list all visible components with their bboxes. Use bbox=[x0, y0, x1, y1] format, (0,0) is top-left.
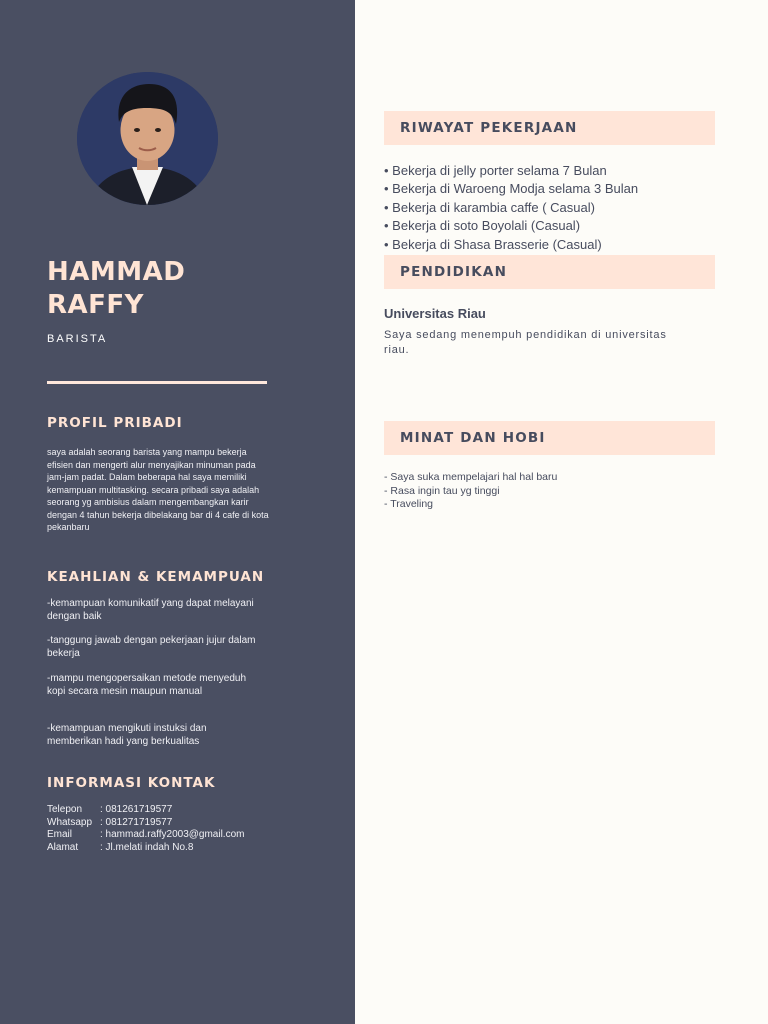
skill-item: -kemampuan komunikatif yang dapat melayani dengan baik bbox=[47, 598, 254, 622]
profil-text: saya adalah seorang barista yang mampu bekerja efisien dan mengerti alur menyajikan minuman pada jam-jam padat. Dalam beberapa hal saya memiliki kemampuan multitasking. secara pribadi saya adalah seorang yg ambisius dalam mengembangkan karir dengan 4 tahun bekerja dibelakang bar di 4 cafe di kota pekanbaru bbox=[47, 447, 269, 532]
contact-label: Email bbox=[47, 829, 73, 840]
job-history-list bbox=[384, 162, 724, 254]
divider bbox=[47, 381, 267, 384]
contact-value: : Jl.melati indah No.8 bbox=[100, 841, 194, 853]
contact-row-phone bbox=[47, 804, 244, 817]
profile-photo bbox=[77, 72, 218, 205]
contact-value: : hammad.raffy2003@gmail.com bbox=[100, 829, 245, 840]
education-description: Saya sedang menempuh pendidikan di universitas riau. bbox=[384, 329, 667, 356]
list-item: • Bekerja di jelly porter selama 7 Bulan bbox=[384, 163, 607, 178]
job-title: BARISTA bbox=[47, 333, 108, 345]
contact-list bbox=[47, 804, 244, 854]
minat-heading: MINAT DAN HOBI bbox=[384, 421, 715, 455]
list-item: • Bekerja di karambia caffe ( Casual) bbox=[384, 199, 595, 215]
kontak-heading: INFORMASI KONTAK bbox=[47, 775, 216, 791]
education-school: Universitas Riau bbox=[384, 306, 486, 321]
keahlian-heading: KEAHLIAN & KEMAMPUAN bbox=[47, 569, 265, 585]
person-name-first: HAMMAD bbox=[47, 257, 186, 287]
contact-value: : 081261719577 bbox=[100, 804, 173, 815]
contact-value: : 081271719577 bbox=[100, 816, 173, 828]
main-content bbox=[355, 0, 768, 1024]
pendidikan-heading: PENDIDIKAN bbox=[384, 255, 715, 289]
list-item: • Bekerja di soto Boyolali (Casual) bbox=[384, 218, 581, 234]
skill-item: -kemampuan mengikuti instuksi dan memberikan hadi yang berkualitas bbox=[47, 723, 207, 747]
contact-label: Whatsapp bbox=[47, 816, 93, 828]
profil-heading: PROFIL PRIBADI bbox=[47, 415, 183, 431]
contact-row-email bbox=[47, 829, 244, 842]
list-item: • Bekerja di Waroeng Modja selama 3 Bulan bbox=[384, 181, 639, 197]
person-name bbox=[47, 256, 307, 322]
contact-row-address bbox=[47, 842, 244, 855]
list-item: - Traveling bbox=[384, 498, 434, 510]
person-portrait-icon bbox=[77, 72, 218, 205]
contact-label: Alamat bbox=[47, 841, 79, 853]
list-item: - Rasa ingin tau yg tinggi bbox=[384, 484, 500, 497]
list-item: - Saya suka mempelajari hal hal baru bbox=[384, 471, 558, 483]
contact-label: Telepon bbox=[47, 804, 83, 815]
contact-row-whatsapp bbox=[47, 817, 244, 830]
person-name-last: RAFFY bbox=[47, 290, 144, 320]
skill-item: -tanggung jawab dengan pekerjaan jujur dalam bekerja bbox=[47, 635, 256, 659]
riwayat-heading: RIWAYAT PEKERJAAN bbox=[384, 111, 715, 145]
skill-item: -mampu mengopersaikan metode menyeduh kopi secara mesin maupun manual bbox=[47, 673, 246, 697]
hobby-list bbox=[384, 471, 557, 512]
sidebar bbox=[0, 0, 355, 1024]
list-item: • Bekerja di Shasa Brasserie (Casual) bbox=[384, 236, 602, 252]
